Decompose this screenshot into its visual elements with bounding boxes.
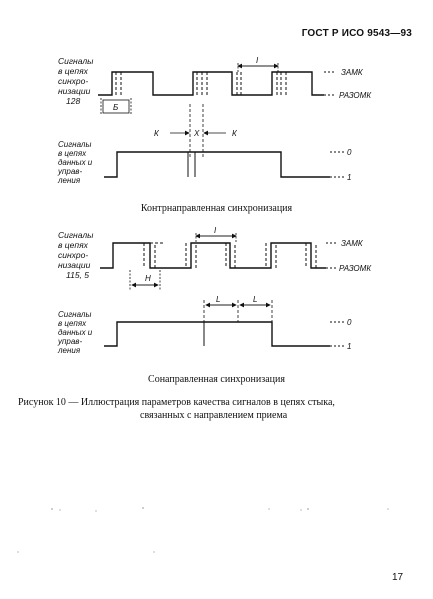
standard-header: ГОСТ Р ИСО 9543—93 (301, 28, 412, 39)
svg-text:низации: низации (58, 260, 91, 270)
svg-text:синхро-: синхро- (58, 250, 89, 260)
top-data-level-0: 0 (347, 148, 352, 157)
svg-text:управ-: управ- (58, 337, 83, 346)
svg-text:ления: ления (58, 346, 81, 355)
caption-line-2: связанных с направлением приема (140, 409, 288, 421)
bottom-interval-H-label: H (145, 274, 151, 283)
top-data-level-1: 1 (347, 173, 352, 182)
svg-text:низации: низации (58, 86, 91, 96)
bottom-L-left-label: L (216, 295, 221, 304)
svg-text:115, 5: 115, 5 (66, 270, 90, 280)
top-interval-I-label: I (256, 56, 259, 65)
bottom-interval-I-label: I (214, 226, 217, 235)
bottom-level-low: РАЗОМК (339, 264, 372, 273)
svg-text:Сигналы: Сигналы (58, 310, 92, 319)
bottom-data-level-0: 0 (347, 318, 352, 327)
caption-line-1: Рисунок 10 — Иллюстрация параметров качества сигналов в цепях стыка, (18, 397, 335, 408)
svg-text:Сигналы: Сигналы (58, 230, 94, 240)
svg-text:Сигналы: Сигналы (58, 140, 92, 149)
svg-text:в цепях: в цепях (58, 149, 87, 158)
bottom-figure-title: Сонаправленная синхронизация (148, 374, 285, 385)
top-marker-K-left: К (154, 129, 159, 138)
top-marker-X: X (194, 129, 200, 138)
svg-text:данных и: данных и (58, 328, 93, 337)
svg-text:ления: ления (58, 176, 81, 185)
svg-text:128: 128 (66, 96, 81, 106)
top-marker-K-right: К (232, 129, 237, 138)
svg-text:управ-: управ- (58, 167, 83, 176)
page-number: 17 (392, 572, 404, 583)
svg-text:синхро-: синхро- (58, 76, 89, 86)
svg-text:Сигналы: Сигналы (58, 56, 94, 66)
top-level-low: РАЗОМК (339, 91, 372, 100)
svg-text:в цепях: в цепях (58, 240, 88, 250)
top-figure-title: Контрнаправленная синхронизация (140, 203, 293, 214)
top-interval-B-label: Б (113, 103, 119, 112)
svg-text:в цепях: в цепях (58, 66, 88, 76)
svg-text:в цепях: в цепях (58, 319, 87, 328)
top-level-high: ЗАМК (341, 68, 363, 77)
svg-text:данных и: данных и (58, 158, 93, 167)
bottom-data-level-1: 1 (347, 342, 352, 351)
bottom-L-right-label: L (253, 295, 258, 304)
bottom-level-high: ЗАМК (341, 239, 363, 248)
